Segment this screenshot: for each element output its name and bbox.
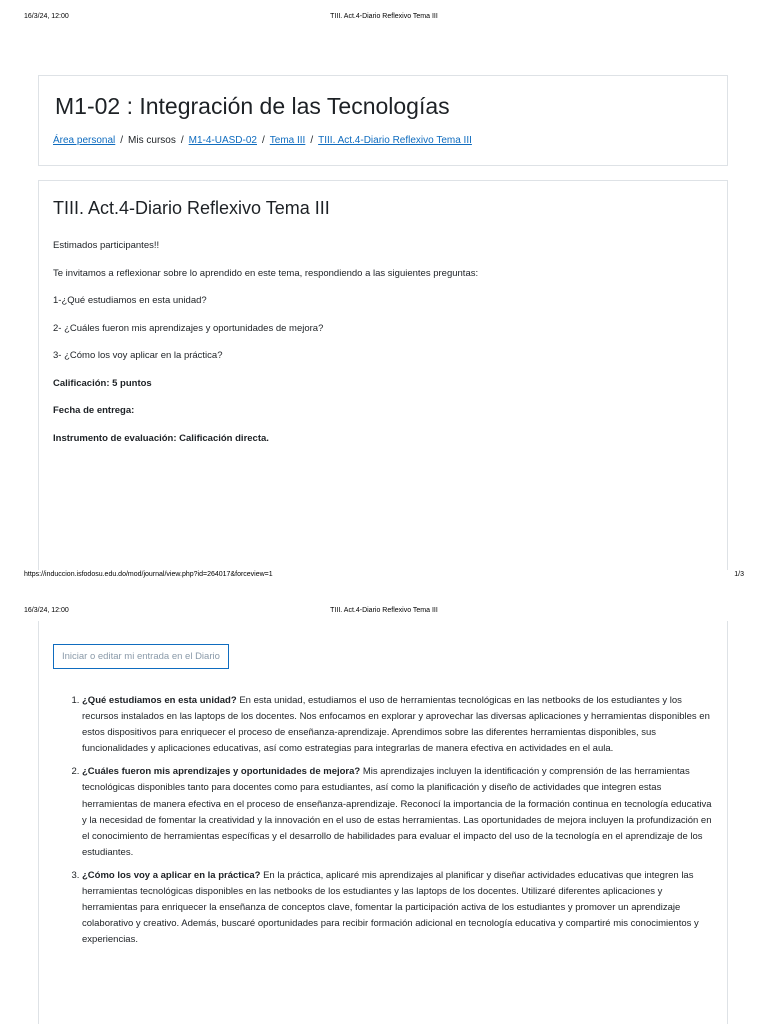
greeting-text: Estimados participantes!! (53, 240, 160, 251)
entry-question: ¿Qué estudiamos en esta unidad? (82, 695, 237, 706)
entry-question: ¿Cómo los voy a aplicar en la práctica? (82, 869, 261, 881)
activity-title: TIII. Act.4-Diario Reflexivo Tema III (53, 198, 330, 218)
grade-text: Calificación: 5 puntos (53, 377, 152, 389)
journal-entry (82, 693, 715, 757)
print-title: TIII. Act.4-Diario Reflexivo Tema III (330, 607, 438, 614)
breadcrumb-separator: / (310, 135, 314, 146)
print-title: TIII. Act.4-Diario Reflexivo Tema III (330, 13, 438, 20)
activity-card (38, 180, 728, 570)
journal-entry (82, 868, 715, 948)
question-2: 2- ¿Cuáles fueron mis aprendizajes y oportunidades de mejora? (53, 322, 324, 334)
page-title: M1-02 : Integración de las Tecnologías (55, 93, 450, 119)
activity-description (53, 239, 703, 459)
breadcrumb (53, 135, 472, 146)
entry-answer: Mis aprendizajes incluyen la identificación y comprensión de las herramientas tecnológicas disponibles tanto para docentes como para estudiantes, así como la planificación y diseño de actividades que integren estas herramientas de manera efectiva en el proceso de enseñanza-aprendizaje. Reconocí la importancia de la formación continua en tecnología educativa y la necesidad de fomentar la creatividad y la innovación en el uso de estas herramientas. Las oportunidades de mejora incluyen la profundización en el conocimiento de herramientas específicas y el desarrollo de habilidades para evaluar el impacto del uso de la tecnología en el aprendizaje de los estudiantes. (82, 766, 712, 858)
entry-answer: En esta unidad, estudiamos el uso de herramientas tecnológicas en las netbooks de los estudiantes y los recursos instalados en las laptops de los docentes. Nos enfocamos en explorar y aprovechar las diversas aplicaciones y herramientas disponibles en estos dispositivos para enriquecer el proceso de enseñanza-aprendizaje. Aprendimos sobre las diferentes herramientas disponibles, sus funcionalidades y aplicaciones educativas, así como estrategias para integrarlas de manera efectiva en actividades en el aula. (82, 695, 710, 755)
invitation-text: Te invitamos a reflexionar sobre lo aprendido en este tema, respondiendo a las siguientes preguntas: (53, 267, 479, 279)
journal-entry (82, 764, 715, 861)
breadcrumb-activity[interactable]: TIII. Act.4-Diario Reflexivo Tema III (318, 135, 472, 146)
breadcrumb-separator: / (180, 135, 184, 146)
entry-question: ¿Cuáles fueron mis aprendizajes y oportunidades de mejora? (82, 766, 361, 778)
journal-card (38, 621, 728, 1024)
print-page-number: 1/3 (734, 571, 744, 578)
print-url: https://induccion.isfodosu.edu.do/mod/journal/view.php?id=264017&forceview=1 (24, 571, 273, 578)
breadcrumb-course[interactable]: M1-4-UASD-02 (188, 135, 257, 146)
breadcrumb-separator: / (261, 135, 265, 146)
print-header (0, 13, 768, 27)
breadcrumb-area-personal[interactable]: Área personal (53, 135, 116, 146)
print-date: 16/3/24, 12:00 (24, 13, 69, 20)
breadcrumb-mis-cursos: Mis cursos (128, 135, 176, 146)
due-date-text: Fecha de entrega: (53, 405, 135, 416)
breadcrumb-separator: / (120, 135, 124, 146)
question-3: 3- ¿Cómo los voy aplicar en la práctica? (53, 350, 223, 361)
breadcrumb-section[interactable]: Tema III (269, 135, 306, 146)
journal-entries (53, 693, 715, 955)
instrument-text: Instrumento de evaluación: Calificación directa. (53, 432, 269, 444)
entry-answer: En la práctica, aplicaré mis aprendizajes al planificar y diseñar actividades educativas que integren las herramientas tecnológicas disponibles en las netbooks de los estudiantes y las laptops de los docentes. Utilizaré diferentes aplicaciones y herramientas para enriquecer la enseñanza de conceptos clave, fomentar la participación activa de los estudiantes y promover un aprendizaje colaborativo y creativo. Además, buscaré oportunidades para recibir formación adicional en tecnología educativa y compartiré mis conocimientos y experiencias. (82, 869, 699, 946)
print-header-page-2 (0, 607, 768, 621)
question-1: 1-¿Qué estudiamos en esta unidad? (53, 295, 207, 306)
course-header (38, 75, 728, 166)
print-date: 16/3/24, 12:00 (24, 607, 69, 614)
edit-journal-entry-button[interactable]: Iniciar o editar mi entrada en el Diario (53, 644, 229, 669)
